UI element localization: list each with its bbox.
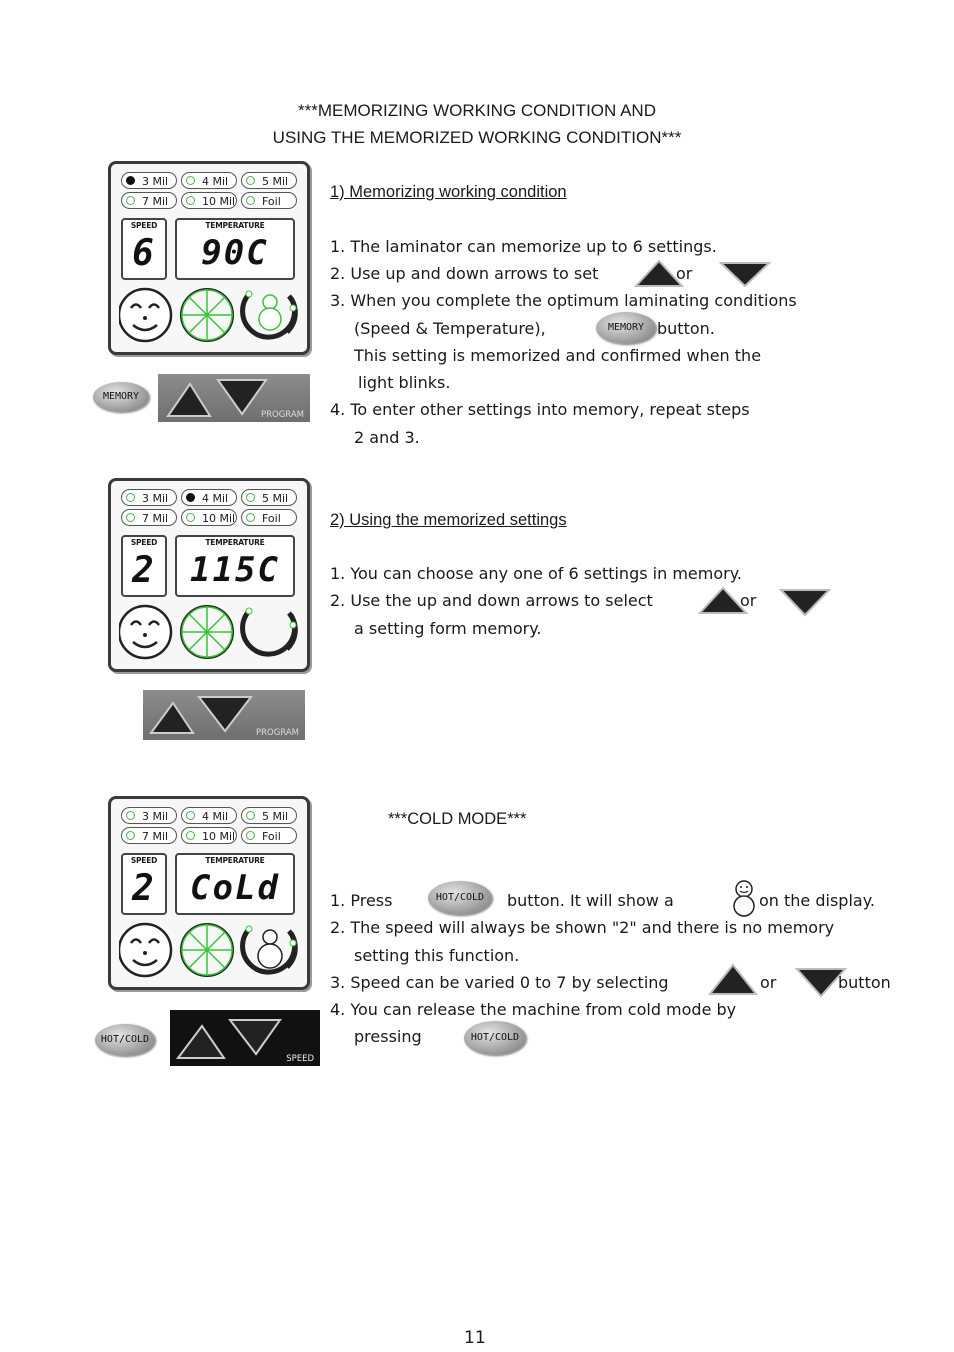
down-arrow-icon — [199, 697, 251, 731]
down-arrow-icon — [718, 260, 772, 288]
program-button-strip: PROGRAM — [158, 374, 310, 422]
heater-wheel-icon — [181, 289, 233, 341]
temperature-display: TEMPERATURE CoLd — [175, 853, 295, 915]
led-icon — [246, 811, 255, 820]
speed-display: SPEED 2 — [121, 535, 167, 597]
mil10-indicator: 10 Mil — [181, 509, 237, 526]
hot-cold-button[interactable]: HOT/COLD — [95, 1024, 155, 1056]
mil3-indicator: 3 Mil — [121, 489, 177, 506]
led-icon — [126, 811, 135, 820]
arrow-buttons — [174, 1014, 284, 1062]
mil4-indicator: 4 Mil — [181, 807, 237, 824]
control-panel-2 — [108, 478, 310, 672]
led-icon — [246, 831, 255, 840]
led-icon — [126, 493, 135, 502]
speed-display: SPEED 6 — [121, 218, 167, 280]
temperature-value: 90C — [201, 233, 269, 273]
led-icon — [186, 196, 195, 205]
led-icon — [126, 176, 135, 185]
smiley-icon — [119, 924, 171, 976]
mil3-indicator: 3 Mil — [121, 172, 177, 189]
speed-value: 2 — [132, 868, 156, 909]
mil5-indicator: 5 Mil — [241, 172, 297, 189]
control-panel-3 — [108, 796, 310, 990]
up-arrow-icon — [178, 1026, 224, 1058]
mil7-indicator: 7 Mil — [121, 192, 177, 209]
foil-indicator: Foil — [241, 509, 297, 526]
mil7-indicator: 7 Mil — [121, 827, 177, 844]
page-number: 11 — [464, 1328, 486, 1348]
mil4-indicator: 4 Mil — [181, 172, 237, 189]
heater-wheel-icon — [181, 924, 233, 976]
led-icon — [246, 493, 255, 502]
led-icon — [186, 176, 195, 185]
section3-heading: ***COLD MODE*** — [388, 810, 527, 828]
down-arrow-icon — [230, 1020, 280, 1054]
foil-indicator: Foil — [241, 192, 297, 209]
speed-button-strip: SPEED — [170, 1010, 320, 1066]
up-arrow-icon — [706, 962, 760, 996]
temperature-display: TEMPERATURE 115C — [175, 535, 295, 597]
led-icon — [186, 513, 195, 522]
led-icon — [186, 831, 195, 840]
mil10-indicator: 10 Mil — [181, 192, 237, 209]
page-title-line1: ***MEMORIZING WORKING CONDITION AND — [298, 101, 656, 120]
cold-mode-icon — [243, 926, 296, 972]
speed-value: 2 — [132, 550, 156, 591]
cold-mode-icon — [243, 608, 296, 654]
led-icon — [186, 493, 195, 502]
led-icon — [246, 176, 255, 185]
speed-display: SPEED 2 — [121, 853, 167, 915]
control-panel-1 — [108, 161, 310, 355]
page-title-line2: USING THE MEMORIZED WORKING CONDITION*** — [272, 128, 682, 147]
speed-value: 6 — [132, 233, 156, 274]
temperature-display: TEMPERATURE 90C — [175, 218, 295, 280]
status-icons — [119, 919, 299, 981]
status-icons — [119, 284, 299, 346]
mil4-indicator: 4 Mil — [181, 489, 237, 506]
cold-mode-icon — [243, 291, 296, 337]
led-icon — [126, 513, 135, 522]
heater-wheel-icon — [181, 606, 233, 658]
led-icon — [246, 513, 255, 522]
mil10-indicator: 10 Mil — [181, 827, 237, 844]
temperature-value: 115C — [190, 550, 280, 590]
smiley-icon — [119, 289, 171, 341]
section1-heading: 1) Memorizing working condition — [330, 183, 567, 201]
smiley-icon — [119, 606, 171, 658]
up-arrow-icon — [151, 703, 193, 733]
snowman-icon — [730, 879, 758, 917]
foil-indicator: Foil — [241, 827, 297, 844]
mil7-indicator: 7 Mil — [121, 509, 177, 526]
hot-cold-button-inline: HOT/COLD — [428, 881, 492, 915]
mil5-indicator: 5 Mil — [241, 489, 297, 506]
led-icon — [246, 196, 255, 205]
down-arrow-icon — [778, 587, 832, 617]
hot-cold-button-inline-2: HOT/COLD — [464, 1021, 526, 1055]
program-button-strip: PROGRAM — [143, 690, 305, 740]
down-arrow-icon — [218, 380, 266, 414]
arrow-buttons — [162, 376, 272, 420]
led-icon — [186, 811, 195, 820]
section2-heading: 2) Using the memorized settings — [330, 511, 567, 529]
led-icon — [126, 831, 135, 840]
led-icon — [126, 196, 135, 205]
up-arrow-icon — [168, 384, 210, 416]
status-icons — [119, 601, 299, 663]
arrow-buttons — [145, 693, 255, 737]
mil3-indicator: 3 Mil — [121, 807, 177, 824]
memory-button[interactable]: MEMORY — [93, 382, 149, 412]
mil5-indicator: 5 Mil — [241, 807, 297, 824]
memory-button-inline: MEMORY — [596, 312, 656, 344]
temperature-value: CoLd — [190, 868, 280, 908]
